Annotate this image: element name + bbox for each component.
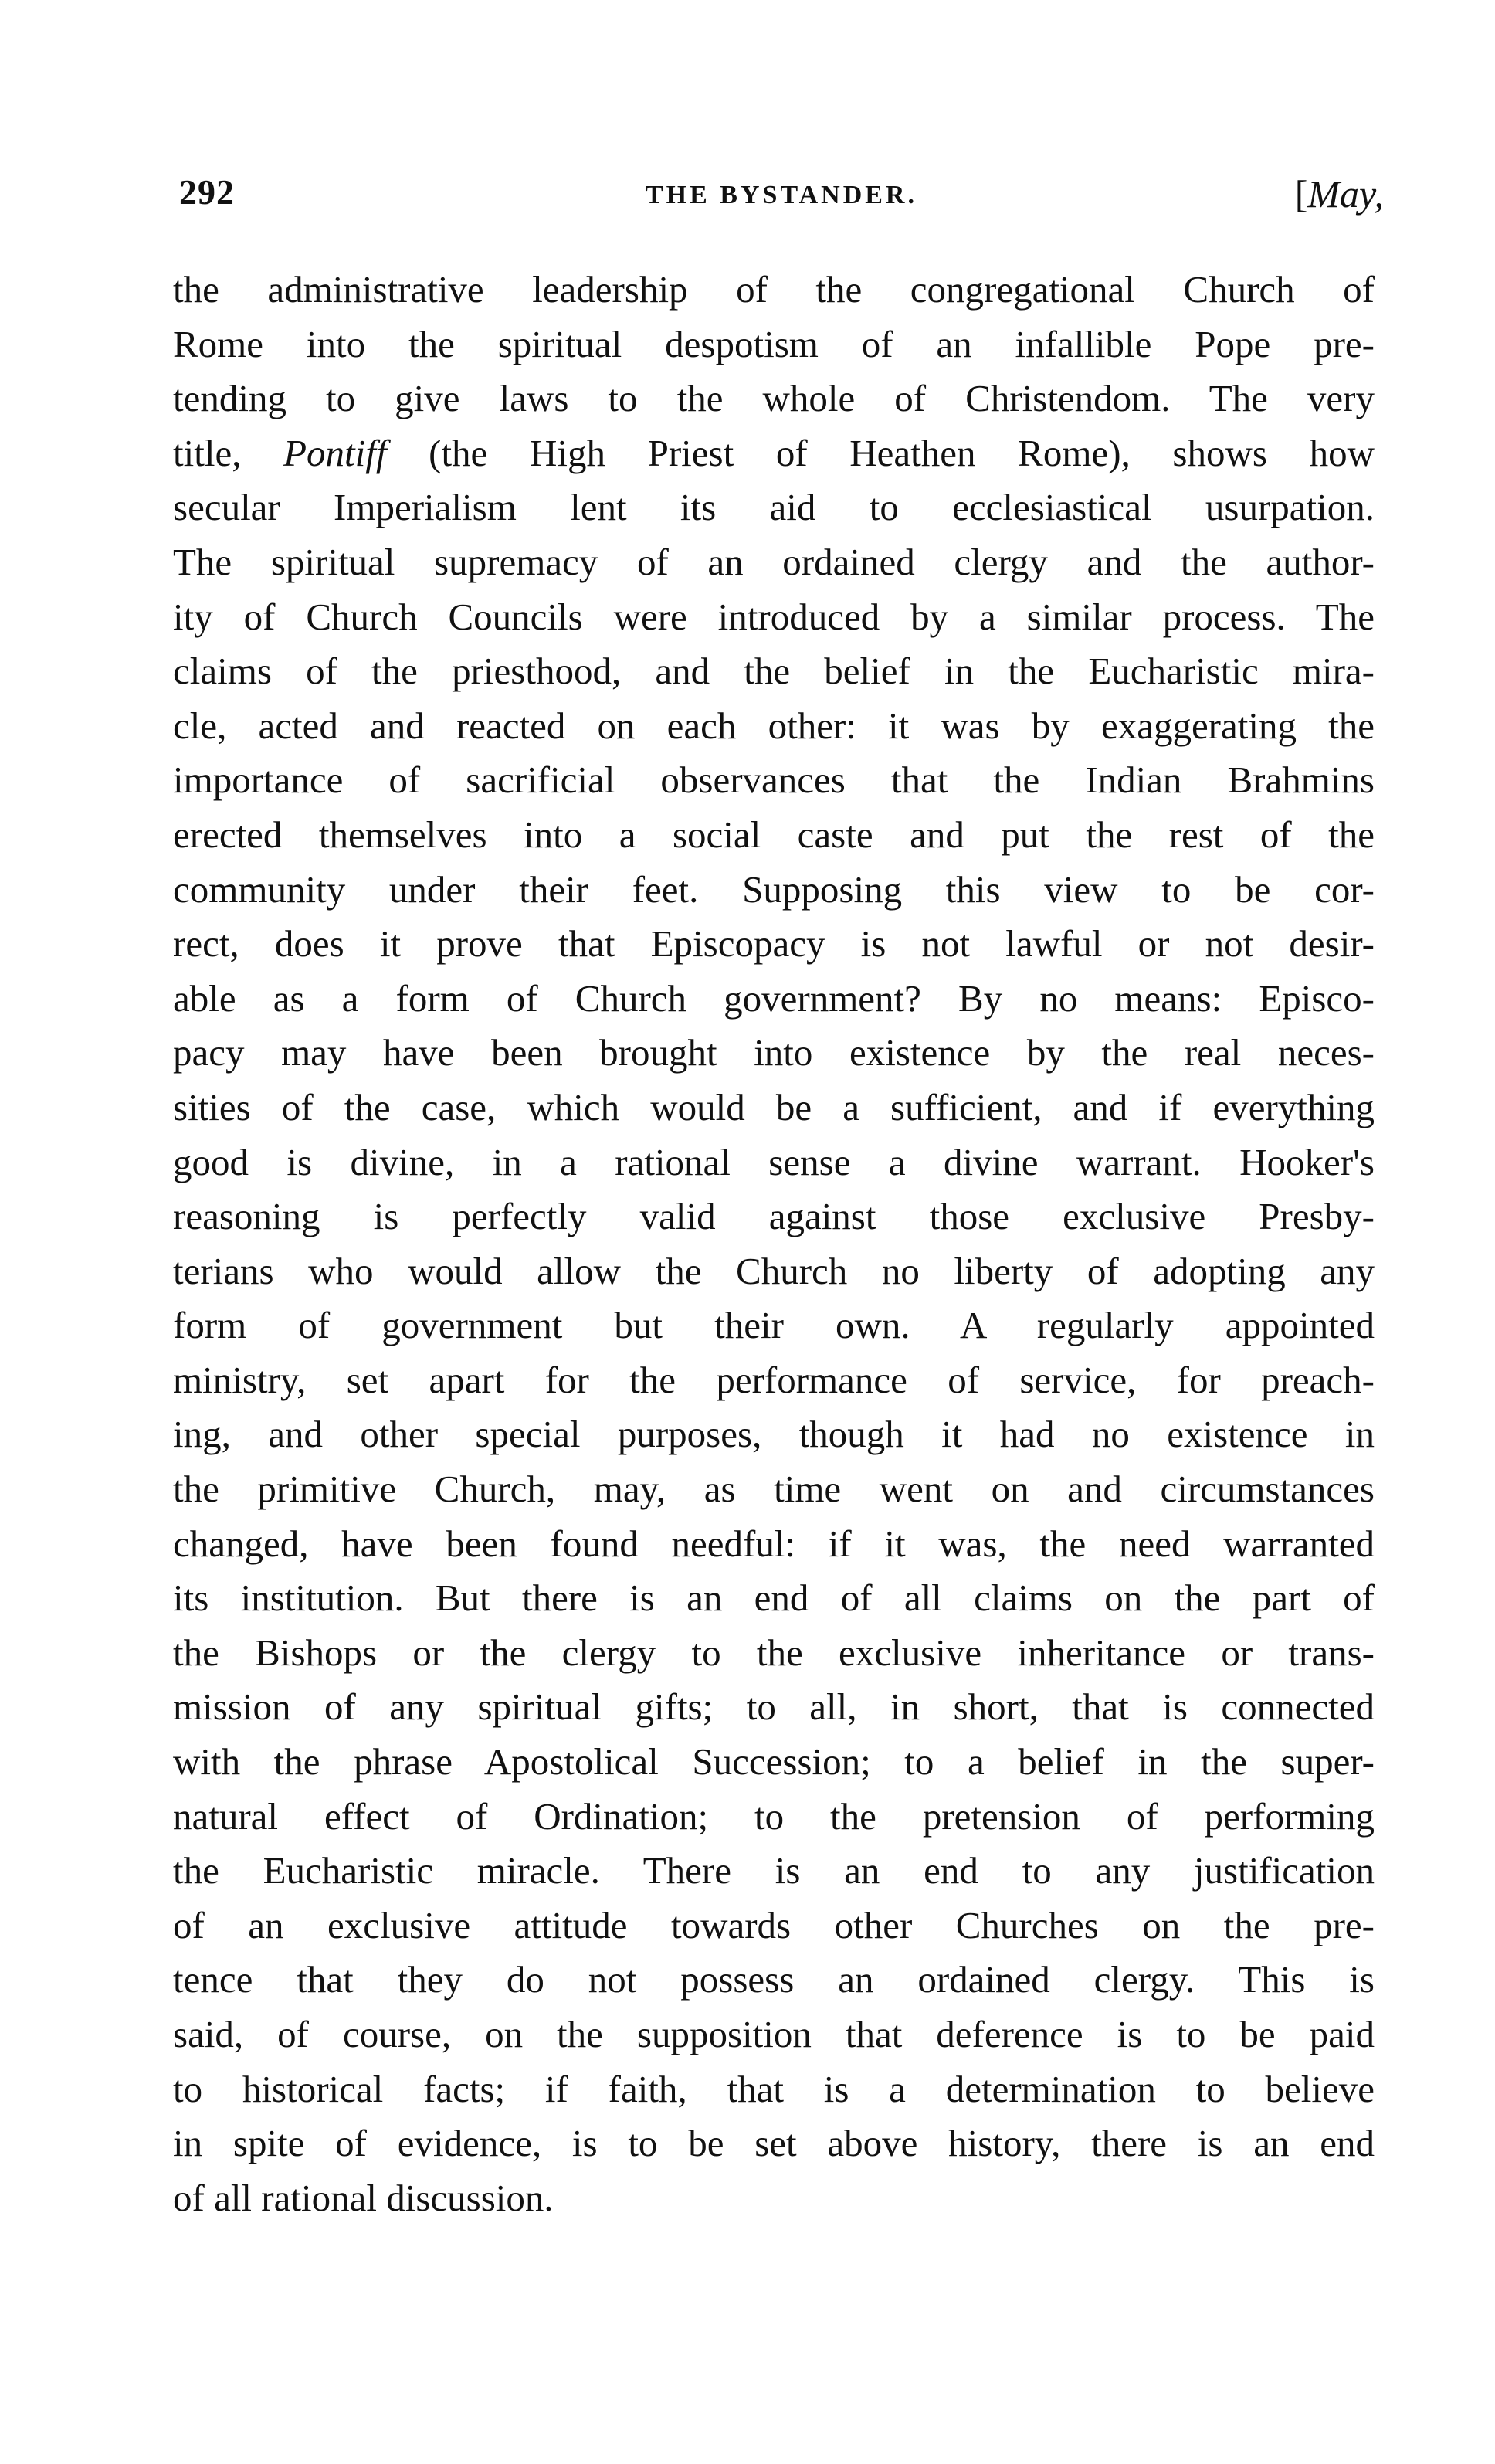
text-line: form of government but their own. A regularly appointed [173, 1304, 1375, 1347]
text-line: the administrative leadership of the congregational Church of [173, 268, 1375, 311]
text-line: the Bishops or the clergy to the exclusive inheritance or trans- [173, 1631, 1375, 1674]
running-date [1295, 171, 1384, 216]
text-line: pacy may have been brought into existence by the real neces- [173, 1031, 1375, 1074]
text-line: ing, and other special purposes, though it had no existence in [173, 1413, 1375, 1456]
text-line: natural effect of Ordination; to the pretension of performing [173, 1794, 1375, 1838]
text-line: of an exclusive attitude towards other Churches on the pre- [173, 1903, 1375, 1946]
text-line: community under their feet. Supposing this view to be cor- [173, 867, 1375, 911]
text-line: the primitive Church, may, as time went on and circumstances [173, 1468, 1375, 1511]
text-line: tence that they do not possess an ordained clergy. This is [173, 1958, 1375, 2001]
text-line: its institution. But there is an end of all claims on the part of [173, 1576, 1375, 1620]
text-line: changed, have been found needful: if it was, the need warranted [173, 1522, 1375, 1565]
text-line: sities of the case, which would be a sufficient, and if everything [173, 1085, 1375, 1128]
text-line [173, 426, 1375, 481]
text-line: reasoning is perfectly valid against those exclusive Presby- [173, 1195, 1375, 1238]
text-line: to historical facts; if faith, that is a determination to believe [173, 2067, 1375, 2110]
text-line: The spiritual supremacy of an ordained clergy and the author- [173, 540, 1375, 583]
running-date-bracket: [ [1294, 172, 1308, 216]
body-text [173, 263, 1375, 2225]
text-line: tending to give laws to the whole of Christendom. The very [173, 377, 1375, 420]
italic-term: Pontiff [283, 431, 387, 474]
text-line: ity of Church Councils were introduced by a similar process. The [173, 595, 1375, 638]
text-line: ministry, set apart for the performance of service, for preach- [173, 1358, 1375, 1401]
text-line: importance of sacrificial observances that the Indian Brahmins [173, 759, 1375, 802]
text-line: cle, acted and reacted on each other: it was by exaggerating the [173, 704, 1375, 747]
text-line: terians who would allow the Church no liberty of adopting any [173, 1249, 1375, 1292]
page-number: 292 [179, 172, 235, 212]
running-title: THE BYSTANDER. [646, 181, 917, 209]
text-segment: title, [173, 431, 284, 474]
text-line: with the phrase Apostolical Succession; to a belief in the super- [173, 1740, 1375, 1784]
text-line: in spite of evidence, is to be set above history, there is an end [173, 2122, 1375, 2165]
text-line: erected themselves into a social caste and put the rest of the [173, 813, 1375, 856]
text-line: rect, does it prove that Episcopacy is not lawful or not desir- [173, 922, 1375, 966]
text-line: good is divine, in a rational sense a divine warrant. Hooker's [173, 1140, 1375, 1183]
text-segment: (the High Priest of Heathen Rome), shows how [386, 431, 1375, 474]
text-line: mission of any spiritual gifts; to all, in short, that is connected [173, 1685, 1375, 1729]
running-date-month: May, [1307, 172, 1384, 216]
text-line: secular Imperialism lent its aid to ecclesiastical usurpation. [173, 486, 1375, 529]
page-header [179, 171, 1384, 233]
text-line: said, of course, on the supposition that deference is to be paid [173, 2013, 1375, 2055]
text-line: claims of the priesthood, and the belief in the Eucharistic mira- [173, 650, 1375, 693]
text-line: Rome into the spiritual despotism of an infallible Pope pre- [173, 322, 1375, 365]
text-line: able as a form of Church government? By no means: Episco- [173, 976, 1375, 1020]
text-line: the Eucharistic miracle. There is an end to any justification [173, 1849, 1375, 1892]
text-line: of all rational discussion. [173, 2176, 554, 2219]
